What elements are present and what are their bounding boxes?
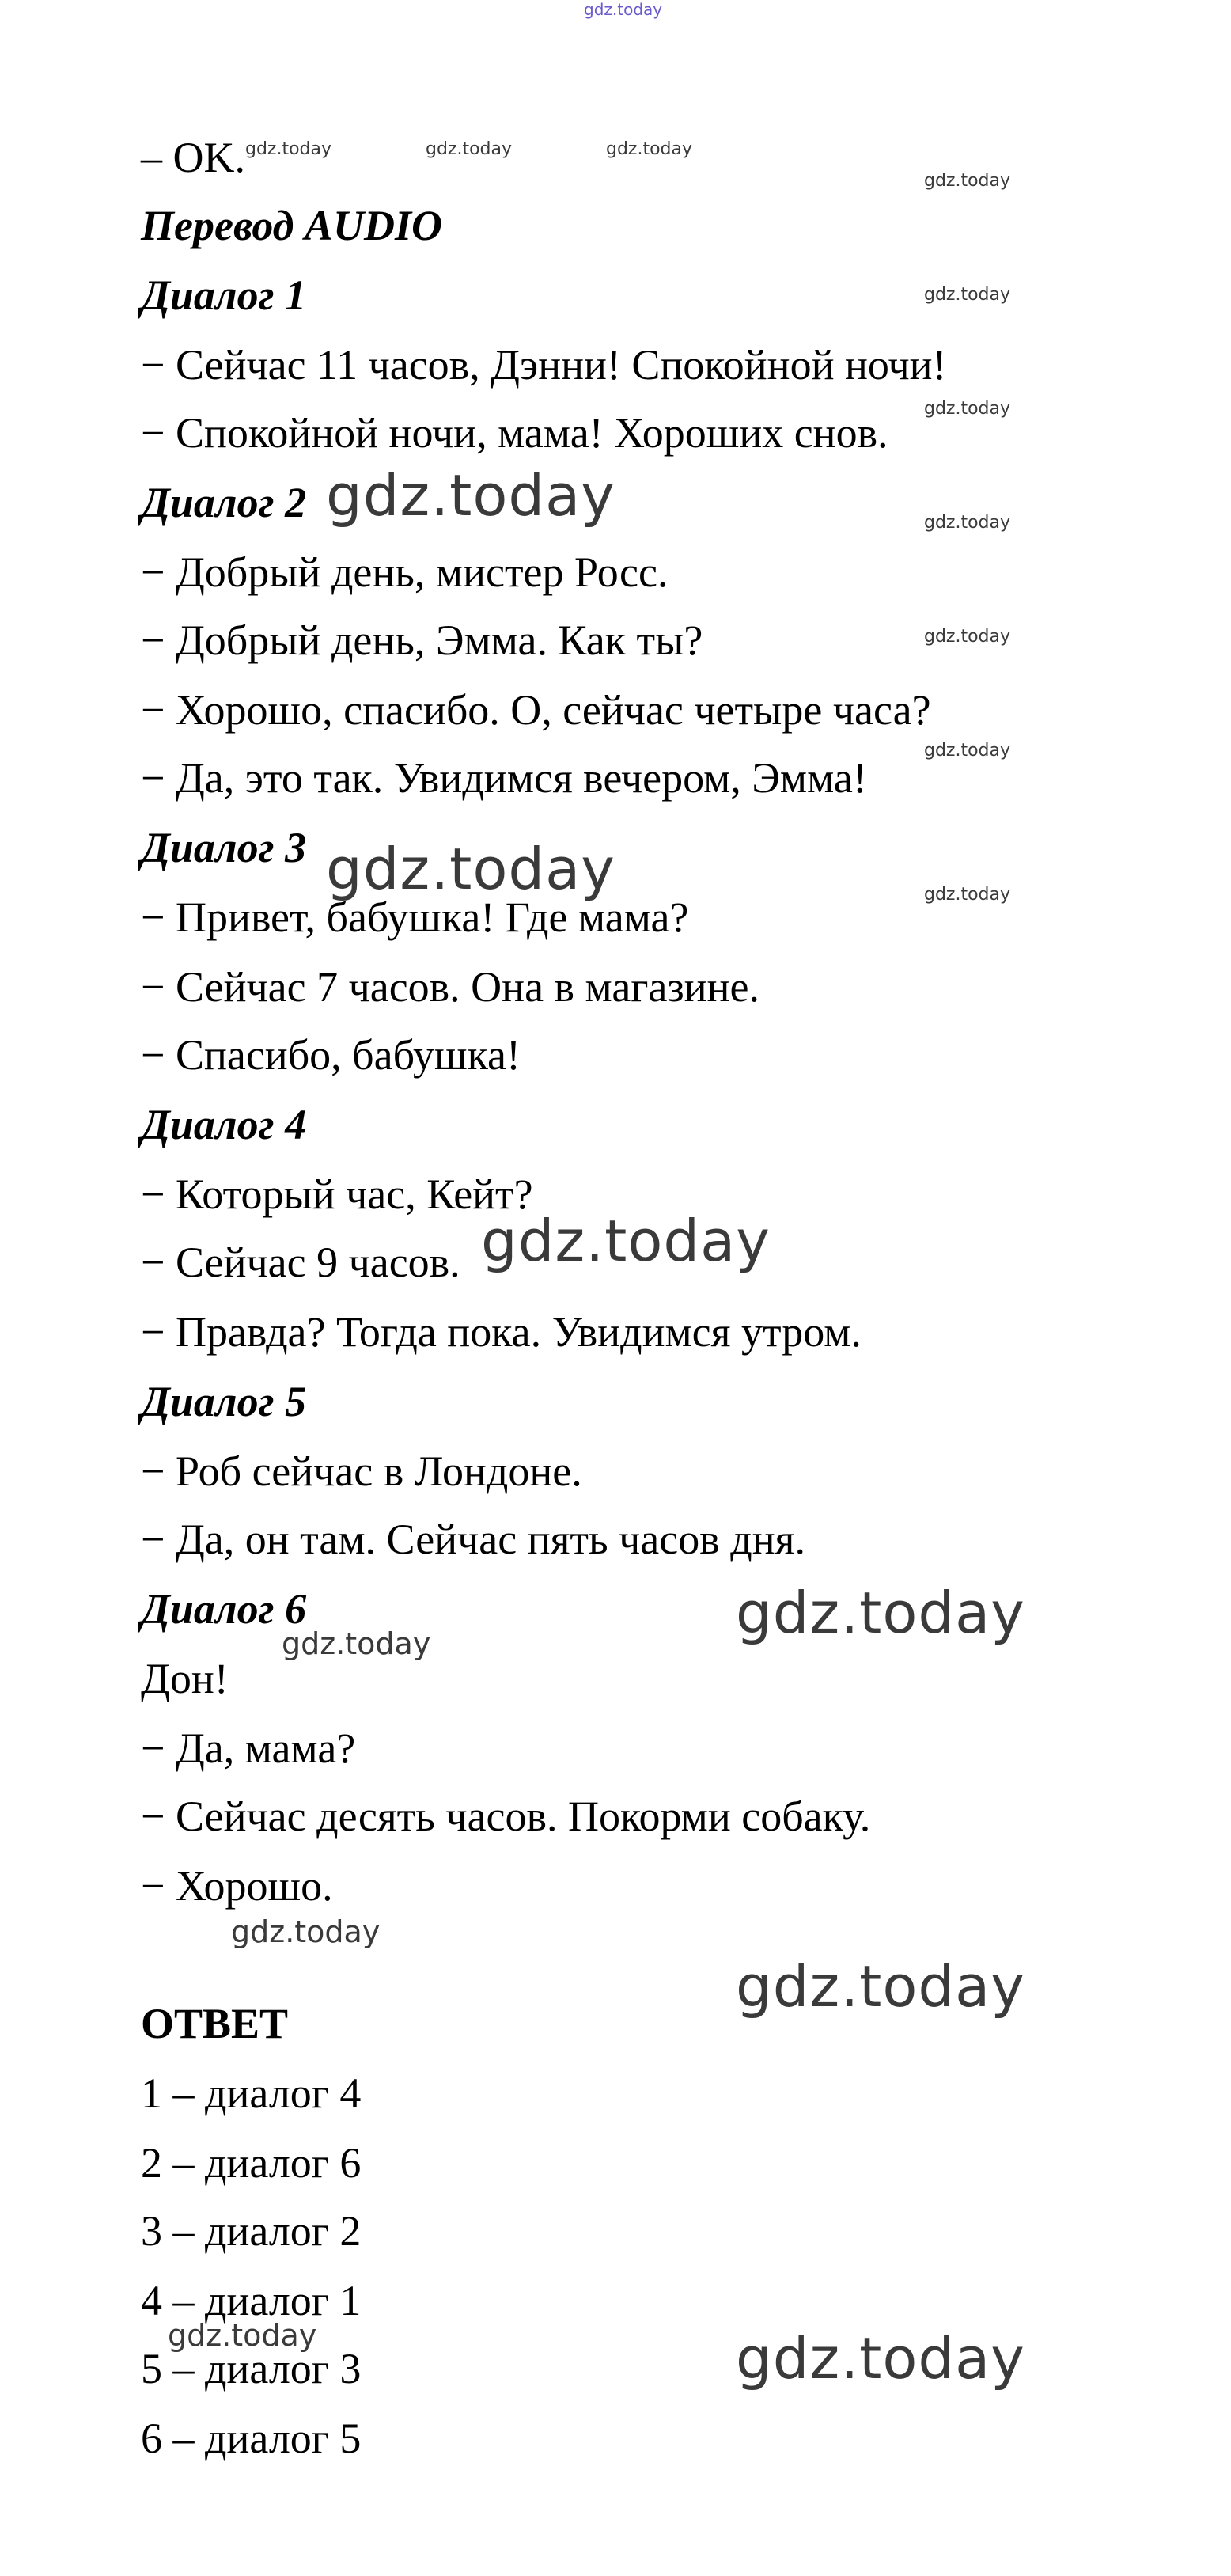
answer-item-6: 6 – диалог 5 [141,2415,362,2462]
watermark: gdz.today [924,171,1011,191]
dialogue-4-line-3: − Правда? Тогда пока. Увидимся утром. [141,1308,862,1356]
dialogue-6-line-2: − Да, мама? [141,1724,356,1772]
dialogue-6-line-3: − Сейчас десять часов. Покорми собаку. [141,1793,871,1840]
dialogue-1-line-2: − Спокойной ночи, мама! Хороших снов. [141,409,888,457]
dialogue-1-line-1: − Сейчас 11 часов, Дэнни! Спокойной ночи! [141,341,947,389]
answer-item-2: 2 – диалог 6 [141,2139,362,2187]
watermark: gdz.today [481,1208,771,1274]
dialogue-5-line-1: − Роб сейчас в Лондоне. [141,1447,582,1495]
dialogue-2-line-4: − Да, это так. Увидимся вечером, Эмма! [141,754,867,802]
dialogue-4-line-1: − Который час, Кейт? [141,1170,533,1218]
dialogue-3-line-3: − Спасибо, бабушка! [141,1031,521,1079]
dialogue-2-line-2: − Добрый день, Эмма. Как ты? [141,616,703,664]
watermark: gdz.today [924,885,1011,905]
watermark: gdz.today [924,285,1011,305]
watermark: gdz.today [924,399,1011,419]
dialogue-2-line-3: − Хорошо, спасибо. О, сейчас четыре часа? [141,686,931,734]
watermark: gdz.today [924,513,1011,533]
dialogue-5-title: Диалог 5 [141,1378,307,1425]
watermark: gdz.today [326,462,616,529]
dialogue-4-title: Диалог 4 [141,1101,307,1148]
watermark: gdz.today [924,741,1011,761]
watermark: gdz.today [282,1626,431,1661]
answer-heading: ОТВЕТ [141,2000,289,2047]
dialogue-4-line-2: − Сейчас 9 часов. [141,1239,460,1286]
watermark: gdz.today [584,0,663,19]
watermark: gdz.today [736,1953,1025,2020]
dialogue-3-line-2: − Сейчас 7 часов. Она в магазине. [141,963,760,1011]
dialogue-3-title: Диалог 3 [141,824,307,871]
watermark: gdz.today [326,836,616,902]
dialogue-1-title: Диалог 1 [141,271,307,319]
dialogue-6-line-1: Дон! [141,1655,229,1702]
dialogue-2-line-1: − Добрый день, мистер Росс. [141,548,669,596]
dialogue-6-line-4: − Хорошо. [141,1862,333,1910]
dialogue-5-line-2: − Да, он там. Сейчас пять часов дня. [141,1516,805,1563]
watermark: gdz.today [168,2318,317,2353]
answer-item-1: 1 – диалог 4 [141,2070,362,2117]
watermark: gdz.today [231,1914,381,1949]
dialogue-6-title: Диалог 6 [141,1585,307,1633]
watermark: gdz.today [924,627,1011,647]
answer-item-4: 4 – диалог 1 [141,2277,362,2324]
answer-item-3: 3 – диалог 2 [141,2207,362,2255]
watermark: gdz.today [736,1580,1025,1646]
ok-line: – OK. [141,134,245,181]
watermark: gdz.today [245,139,332,159]
dialogue-3-line-1: − Привет, бабушка! Где мама? [141,893,689,941]
watermark: gdz.today [736,2325,1025,2392]
answer-item-5: 5 – диалог 3 [141,2345,362,2392]
watermark: gdz.today [426,139,513,159]
watermark: gdz.today [606,139,693,159]
dialogue-2-title: Диалог 2 [141,479,307,526]
translation-heading: Перевод AUDIO [141,202,442,249]
